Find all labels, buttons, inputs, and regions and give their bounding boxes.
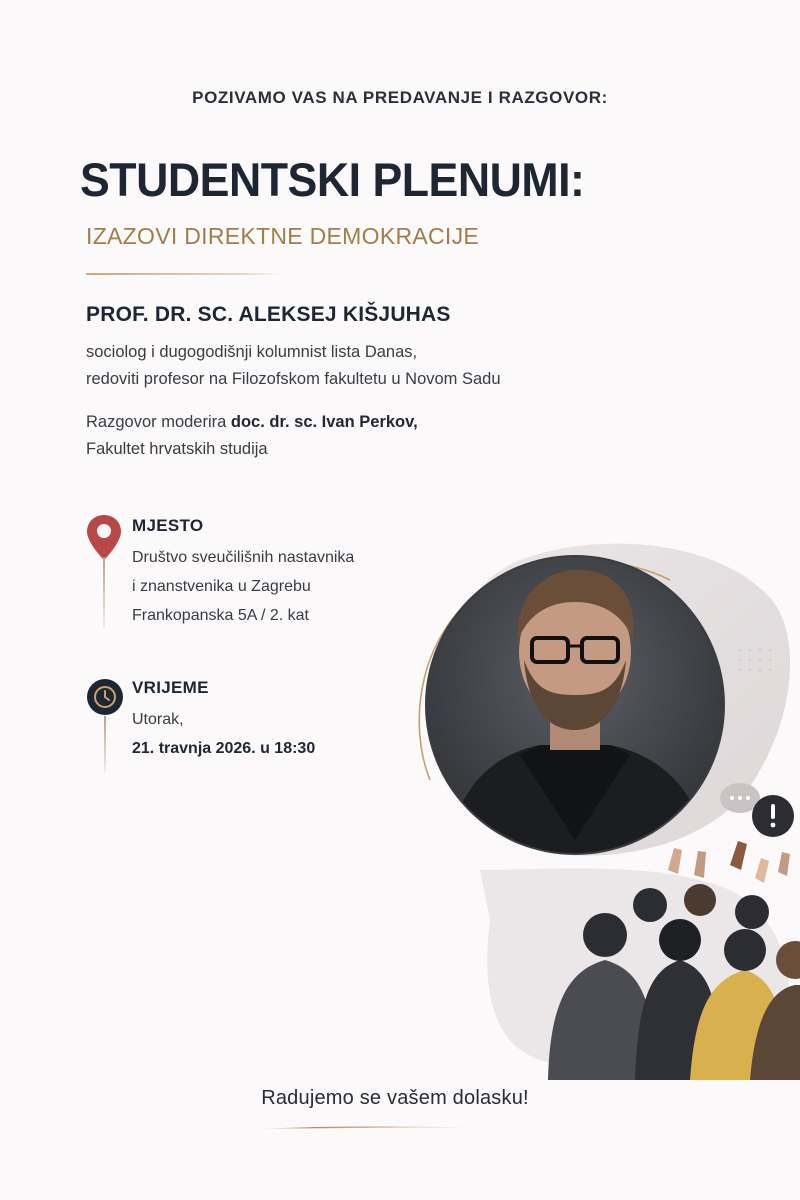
location-line: i znanstvenika u Zagrebu xyxy=(132,578,311,595)
clock-icon xyxy=(86,678,124,721)
location-line: Frankopanska 5A / 2. kat xyxy=(132,607,309,624)
moderator-affiliation: Fakultet hrvatskih studija xyxy=(86,440,268,458)
exclamation-bubble-icon xyxy=(752,795,794,837)
time-day: Utorak, xyxy=(132,711,184,728)
moderator-info xyxy=(86,409,418,463)
event-title: STUDENTSKI PLENUMI: xyxy=(80,153,585,206)
event-subtitle: IZAZOVI DIREKTNE DEMOKRACIJE xyxy=(86,223,480,249)
moderator-prefix: Razgovor moderira xyxy=(86,413,231,431)
intro-text: POZIVAMO VAS NA PREDAVANJE I RAZGOVOR: xyxy=(192,88,608,107)
location-connector-line xyxy=(103,557,105,627)
location-address xyxy=(132,543,354,630)
title-divider xyxy=(86,273,280,275)
moderator-line xyxy=(86,409,418,436)
location-heading: MJESTO xyxy=(132,516,204,535)
closing-message: Radujemo se vašem dolasku! xyxy=(261,1087,529,1109)
speaker-name: PROF. DR. SC. ALEKSEJ KIŠJUHAS xyxy=(86,303,451,326)
speaker-desc-line: redoviti profesor na Filozofskom fakultetu u Novom Sadu xyxy=(86,370,501,388)
speaker-description xyxy=(86,339,501,393)
time-datetime: 21. travnja 2026. u 18:30 xyxy=(132,740,316,757)
location-line: Društvo sveučilišnih nastavnika xyxy=(132,549,355,566)
closing-divider xyxy=(258,1125,478,1130)
time-heading: VRIJEME xyxy=(132,678,209,697)
speaker-desc-line: sociolog i dugogodišnji kolumnist lista Danas, xyxy=(86,343,418,361)
portrait-illustration xyxy=(400,540,800,1080)
moderator-name: doc. dr. sc. Ivan Perkov, xyxy=(230,413,418,431)
time-connector-line xyxy=(104,716,106,772)
